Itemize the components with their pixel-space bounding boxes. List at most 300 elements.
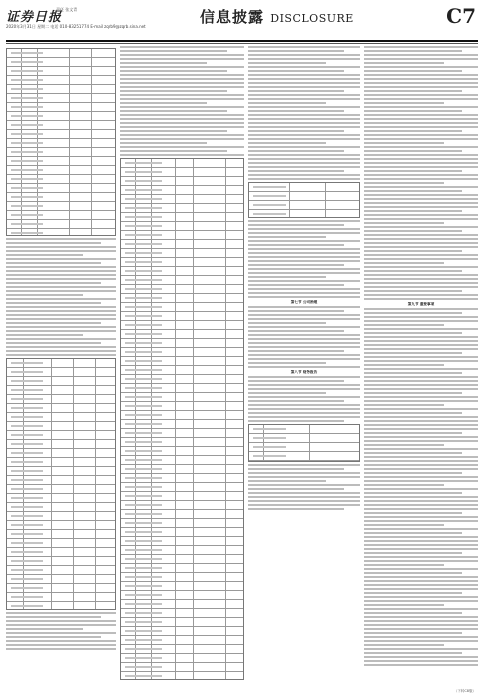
text-line xyxy=(364,540,478,542)
text-line xyxy=(248,260,360,262)
table-row xyxy=(121,159,243,168)
table-row xyxy=(121,564,243,573)
text-line xyxy=(364,170,462,172)
text-line xyxy=(248,280,360,282)
text-line xyxy=(248,476,360,478)
text-line xyxy=(364,424,478,426)
text-line xyxy=(364,644,444,646)
table-row xyxy=(121,249,243,258)
table-row xyxy=(7,395,115,404)
text-line xyxy=(6,246,116,248)
text-line xyxy=(6,306,116,308)
text-line xyxy=(364,222,444,224)
text-line xyxy=(364,110,462,112)
table-row xyxy=(7,130,115,139)
text-line xyxy=(364,652,462,654)
text-line xyxy=(364,400,478,402)
text-line xyxy=(248,342,360,344)
table-row xyxy=(7,422,115,431)
text-line xyxy=(248,150,344,152)
text-line xyxy=(364,114,478,116)
text-line xyxy=(364,464,478,466)
text-line xyxy=(364,404,444,406)
table-row xyxy=(249,434,359,443)
table-row xyxy=(121,420,243,429)
text-line xyxy=(248,170,344,172)
table-row xyxy=(121,492,243,501)
table-row xyxy=(7,184,115,193)
text-line xyxy=(248,508,344,510)
column-3 xyxy=(248,46,360,692)
text-line xyxy=(364,158,478,160)
text-line xyxy=(248,388,360,390)
text-line xyxy=(364,274,478,276)
text-line xyxy=(6,266,116,268)
table-row xyxy=(7,359,115,368)
text-line xyxy=(6,242,101,244)
text-line xyxy=(120,86,244,88)
section-title-cn: 信息披露 xyxy=(200,8,265,26)
text-line xyxy=(364,544,478,546)
table-row xyxy=(121,267,243,276)
text-line xyxy=(120,142,207,144)
text-line xyxy=(248,504,360,506)
table-row xyxy=(121,429,243,438)
text-line xyxy=(364,246,478,248)
table-row xyxy=(7,503,115,512)
text-line xyxy=(364,218,478,220)
text-line xyxy=(364,126,478,128)
text-line xyxy=(248,496,360,498)
table-row xyxy=(121,672,243,680)
table-row xyxy=(121,546,243,555)
editor-info: 责任 张文青 xyxy=(56,7,78,12)
text-line xyxy=(6,262,101,264)
text-line xyxy=(364,380,478,382)
text-line xyxy=(248,318,360,320)
text-line xyxy=(248,118,360,120)
table-row xyxy=(121,240,243,249)
table-row xyxy=(7,377,115,386)
text-line xyxy=(248,236,326,238)
text-line xyxy=(120,70,227,72)
text-line xyxy=(6,334,83,336)
column-2-table xyxy=(120,158,244,680)
table-row xyxy=(121,438,243,447)
text-line xyxy=(6,274,116,276)
text-line xyxy=(6,632,116,634)
table-row xyxy=(7,404,115,413)
text-line xyxy=(6,612,116,614)
text-line xyxy=(364,308,478,310)
text-line xyxy=(364,202,478,204)
text-line xyxy=(6,314,116,316)
text-line xyxy=(364,320,478,322)
text-line xyxy=(248,102,326,104)
text-line xyxy=(364,214,478,216)
text-line xyxy=(364,360,478,362)
text-line xyxy=(364,178,478,180)
text-line xyxy=(248,66,360,68)
table-row xyxy=(121,330,243,339)
text-line xyxy=(120,58,244,60)
text-line xyxy=(364,324,444,326)
text-line xyxy=(364,66,478,68)
text-line xyxy=(248,154,360,156)
table-row xyxy=(7,49,115,58)
text-line xyxy=(6,326,116,328)
text-line xyxy=(248,468,344,470)
text-line xyxy=(6,354,116,356)
text-line xyxy=(364,412,462,414)
table-row xyxy=(7,76,115,85)
table-row xyxy=(121,555,243,564)
text-line xyxy=(364,436,478,438)
text-line xyxy=(248,50,344,52)
text-line xyxy=(364,210,462,212)
text-line xyxy=(120,106,244,108)
text-line xyxy=(6,346,116,348)
text-line xyxy=(364,448,478,450)
text-line xyxy=(6,258,116,260)
text-line xyxy=(248,338,360,340)
text-line xyxy=(248,354,360,356)
text-line xyxy=(248,380,344,382)
text-line xyxy=(364,560,478,562)
table-row xyxy=(121,204,243,213)
table-row xyxy=(121,456,243,465)
text-line xyxy=(6,342,101,344)
text-line xyxy=(364,340,478,342)
text-line xyxy=(248,174,360,176)
table-row xyxy=(7,458,115,467)
text-line xyxy=(248,310,344,312)
text-line xyxy=(364,420,478,422)
table-row xyxy=(121,168,243,177)
table-row xyxy=(249,192,359,201)
text-line xyxy=(364,528,478,530)
text-line xyxy=(120,154,244,156)
text-line xyxy=(248,412,360,414)
table-row xyxy=(7,602,115,610)
text-line xyxy=(364,572,462,574)
text-line xyxy=(120,130,227,132)
table-row xyxy=(121,294,243,303)
column-3-heading-2: 第八节 财务报告 xyxy=(290,370,318,374)
text-line xyxy=(120,46,244,48)
text-line xyxy=(248,362,326,364)
text-line xyxy=(6,624,116,626)
text-line xyxy=(364,512,462,514)
table-row xyxy=(121,393,243,402)
text-line xyxy=(364,632,462,634)
text-line xyxy=(364,282,478,284)
text-line xyxy=(248,74,360,76)
table-row xyxy=(121,582,243,591)
text-line xyxy=(364,552,462,554)
text-line xyxy=(364,508,478,510)
column-1 xyxy=(6,46,116,692)
text-line xyxy=(364,98,478,100)
table-row xyxy=(121,276,243,285)
table-row xyxy=(121,474,243,483)
text-line xyxy=(248,484,360,486)
text-line xyxy=(120,78,244,80)
text-line xyxy=(248,232,360,234)
text-line xyxy=(248,146,360,148)
text-line xyxy=(364,664,478,666)
table-row xyxy=(7,494,115,503)
table-row xyxy=(7,175,115,184)
text-line xyxy=(364,90,462,92)
text-line xyxy=(364,604,444,606)
text-line xyxy=(364,278,478,280)
text-line xyxy=(248,228,360,230)
table-row xyxy=(121,528,243,537)
text-line xyxy=(364,258,478,260)
dateline: 2020年3月31日 星期二 电话 010-83251774 E-mail zqrb9@zqrb.sina.net xyxy=(6,24,146,29)
text-line xyxy=(364,600,478,602)
text-line xyxy=(364,648,478,650)
text-line xyxy=(364,344,478,346)
text-line xyxy=(364,384,478,386)
text-line xyxy=(364,134,478,136)
text-line xyxy=(6,298,116,300)
text-line xyxy=(364,162,478,164)
text-line xyxy=(6,330,116,332)
text-line xyxy=(364,392,462,394)
table-row xyxy=(121,339,243,348)
text-line xyxy=(364,328,478,330)
text-line xyxy=(364,150,462,152)
page-number: C7 xyxy=(446,4,476,28)
table-row xyxy=(7,220,115,229)
text-line xyxy=(248,110,344,112)
text-line xyxy=(248,106,360,108)
column-2 xyxy=(120,46,244,692)
text-line xyxy=(120,150,227,152)
text-line xyxy=(248,330,344,332)
table-row xyxy=(7,202,115,211)
text-line xyxy=(364,250,462,252)
text-line xyxy=(364,238,478,240)
text-line xyxy=(248,178,360,180)
text-line xyxy=(248,142,326,144)
table-row xyxy=(121,303,243,312)
text-line xyxy=(6,318,116,320)
text-line xyxy=(248,292,360,294)
text-line xyxy=(6,648,116,650)
text-line xyxy=(364,194,478,196)
text-line xyxy=(364,372,462,374)
text-line xyxy=(364,456,478,458)
text-line xyxy=(248,306,360,308)
text-line xyxy=(364,352,462,354)
table-row xyxy=(121,186,243,195)
text-line xyxy=(248,94,360,96)
text-line xyxy=(6,350,116,352)
table-row xyxy=(7,566,115,575)
text-line xyxy=(248,62,326,64)
text-line xyxy=(364,106,478,108)
text-line xyxy=(120,134,244,136)
text-line xyxy=(6,310,116,312)
text-line xyxy=(364,564,444,566)
text-line xyxy=(364,428,478,430)
text-line xyxy=(364,492,462,494)
text-line xyxy=(248,420,344,422)
text-line xyxy=(364,536,478,538)
text-line xyxy=(364,290,462,292)
text-line xyxy=(364,580,478,582)
text-line xyxy=(364,388,478,390)
table-row xyxy=(7,139,115,148)
table-row xyxy=(121,519,243,528)
table-row xyxy=(121,645,243,654)
text-line xyxy=(120,114,244,116)
text-line xyxy=(364,74,478,76)
text-line xyxy=(248,416,360,418)
table-row xyxy=(121,447,243,456)
text-line xyxy=(364,368,478,370)
text-line xyxy=(364,142,444,144)
text-line xyxy=(248,126,360,128)
text-line xyxy=(6,322,101,324)
text-line xyxy=(364,616,478,618)
text-line xyxy=(248,264,344,266)
text-line xyxy=(364,294,478,296)
table-row xyxy=(7,575,115,584)
text-line xyxy=(248,244,344,246)
text-line xyxy=(248,376,360,378)
text-line xyxy=(248,284,344,286)
table-row xyxy=(7,584,115,593)
column-3-table-1 xyxy=(248,182,360,218)
text-line xyxy=(364,46,478,48)
text-line xyxy=(6,282,101,284)
text-line xyxy=(6,644,116,646)
table-row xyxy=(121,285,243,294)
text-line xyxy=(364,516,478,518)
text-line xyxy=(364,576,478,578)
table-row xyxy=(121,537,243,546)
table-row xyxy=(7,193,115,202)
table-row xyxy=(7,539,115,548)
text-line xyxy=(364,608,478,610)
text-line xyxy=(364,130,462,132)
text-line xyxy=(364,504,478,506)
text-line xyxy=(248,464,360,466)
table-row xyxy=(121,366,243,375)
text-line xyxy=(248,358,360,360)
text-line xyxy=(248,350,344,352)
table-row xyxy=(7,431,115,440)
column-3-heading-1: 第七节 公司治理 xyxy=(290,300,318,304)
text-line xyxy=(248,46,360,48)
column-1-table-bottom xyxy=(6,358,116,610)
text-line xyxy=(364,636,478,638)
table-row xyxy=(7,512,115,521)
text-line xyxy=(364,348,478,350)
text-line xyxy=(120,90,227,92)
text-line xyxy=(120,126,244,128)
table-row xyxy=(7,548,115,557)
table-row xyxy=(121,177,243,186)
text-line xyxy=(364,356,478,358)
table-row xyxy=(7,413,115,422)
text-line xyxy=(248,82,360,84)
header-rule xyxy=(6,40,478,42)
text-line xyxy=(364,190,462,192)
text-line xyxy=(6,628,83,630)
text-line xyxy=(248,488,344,490)
header-rule-thin xyxy=(6,43,478,44)
text-line xyxy=(364,524,444,526)
text-line xyxy=(364,588,478,590)
text-line xyxy=(248,392,326,394)
text-line xyxy=(364,656,478,658)
text-line xyxy=(364,620,478,622)
table-row xyxy=(7,166,115,175)
text-line xyxy=(248,248,360,250)
text-line xyxy=(248,224,344,226)
table-row xyxy=(249,183,359,192)
text-line xyxy=(248,130,344,132)
text-line xyxy=(364,58,478,60)
text-line xyxy=(364,332,462,334)
column-1-table-top xyxy=(6,48,116,236)
table-row xyxy=(121,600,243,609)
text-line xyxy=(364,408,478,410)
page-header xyxy=(6,4,478,40)
table-row xyxy=(121,609,243,618)
text-line xyxy=(364,234,478,236)
table-row xyxy=(249,210,359,218)
text-line xyxy=(120,62,207,64)
text-line xyxy=(364,54,478,56)
text-line xyxy=(6,620,116,622)
text-line xyxy=(120,98,244,100)
table-row xyxy=(121,636,243,645)
text-line xyxy=(248,366,360,368)
text-line xyxy=(364,226,478,228)
table-row xyxy=(121,222,243,231)
text-line xyxy=(248,166,360,168)
text-line xyxy=(248,472,360,474)
table-row xyxy=(121,627,243,636)
text-line xyxy=(248,256,360,258)
text-line xyxy=(6,616,101,618)
text-line xyxy=(364,488,478,490)
table-row xyxy=(121,195,243,204)
text-line xyxy=(120,122,244,124)
text-line xyxy=(248,240,360,242)
table-row xyxy=(7,94,115,103)
table-row xyxy=(7,476,115,485)
text-line xyxy=(364,154,478,156)
text-line xyxy=(248,220,360,222)
text-line xyxy=(120,74,244,76)
table-row xyxy=(121,618,243,627)
text-line xyxy=(364,62,444,64)
text-line xyxy=(364,584,478,586)
text-line xyxy=(248,404,360,406)
text-line xyxy=(120,82,244,84)
text-line xyxy=(364,166,478,168)
text-line xyxy=(364,336,478,338)
text-line xyxy=(248,346,360,348)
table-row xyxy=(7,148,115,157)
